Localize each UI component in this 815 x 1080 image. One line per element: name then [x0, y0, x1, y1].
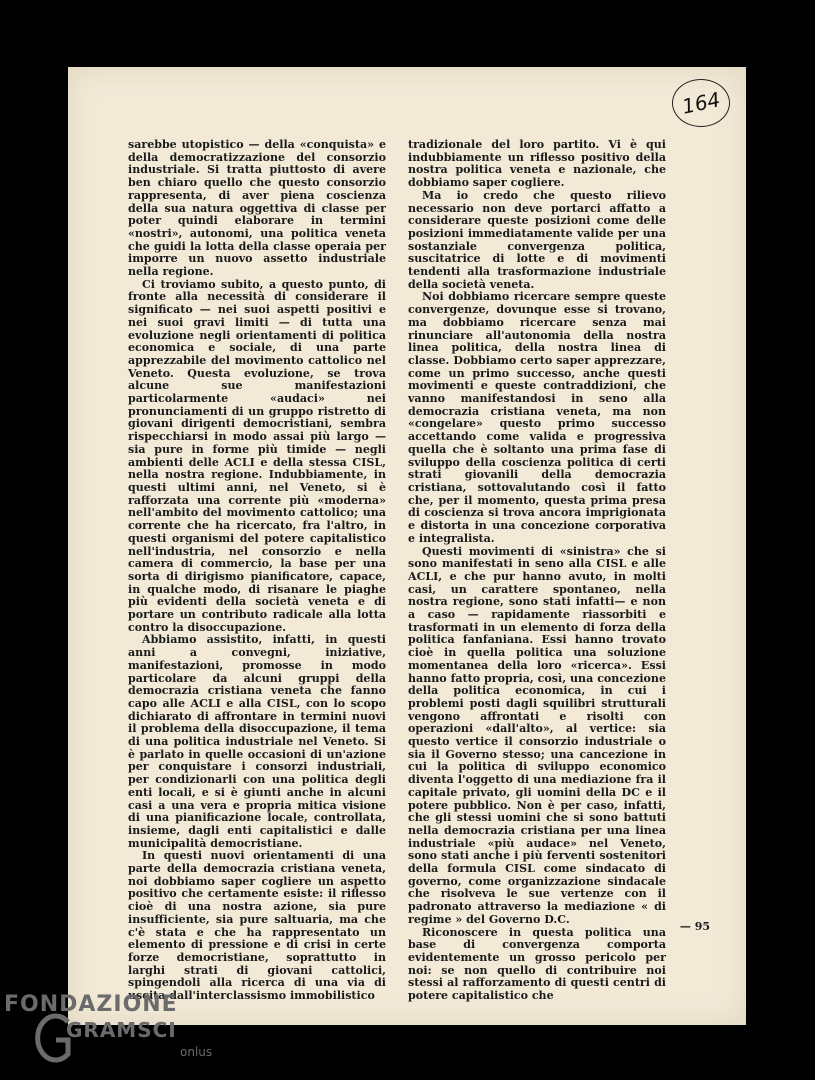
printed-page-number: — 95 — [679, 920, 710, 933]
logo-line-1: FONDAZIONE — [4, 992, 178, 1017]
paragraph: Ci troviamo subito, a questo punto, di fronte alla necessità di considerare il significato — nei suoi aspetti positivi e nei suoi gravi limiti — di tutta una evoluzione negli orientamenti di politica economica e sociale, di una parte apprezzabile del movimento cattolico nel Veneto. Questa evoluzione, se trova alcune sue manifestazioni particolarmente «audaci» nei pronunciamenti di un gruppo ristretto di giovani dirigenti democristiani, sembra rispecchiarsi in modo assai più largo — sia pure in forme più timide — negli ambienti delle ACLI e della stessa CISL, nella nostra regione. Indubbiamente, in questi ultimi anni, nel Veneto, si è rafforzata una corrente più «moderna» nell'ambito del movimento cattolico; una corrente che ha ricercato, fra l'altro, in questi organismi del potere capitalistico nell'industria, nel consorzio e nella camera di commercio, la base per una sorta di dirigismo pianificatore, capace, in qualche modo, di risanare le piaghe più evidenti della società veneta e di portare un contributo radicale alla lotta contro la disoccupazione. — [128, 277, 386, 634]
logo-line-2: GRAMSCI — [66, 1018, 177, 1042]
handwritten-page-number: 164 — [672, 79, 730, 127]
right-text-column — [408, 139, 666, 1003]
fondazione-gramsci-logo — [4, 992, 224, 1072]
logo-line-3: onlus — [180, 1045, 213, 1059]
paragraph: In questi nuovi orientamenti di una parte della democrazia cristiana veneta, noi dobbiamo saper cogliere un aspetto positivo che certamente esiste: il riflesso cioè di una nostra azione, sia pure insufficiente, sia pure saltuaria, ma che c'è stata e che ha rappresentato un elemento di pressione e di crisi in certe forze democristiane, soprattutto in larghi strati di giovani cattolici, spingendoli alla ricerca di una via di uscita dall'interclassismo immobilistico — [128, 849, 386, 1003]
document-page — [68, 67, 746, 1025]
paragraph: Noi dobbiamo ricercare sempre queste convergenze, dovunque esse si trovano, ma dobbiamo ricercare senza mai rinunciare all'autonomia della nostra linea politica, della nostra linea di classe. Dobbiamo certo saper apprezzare, come un primo successo, anche questi movimenti e queste contraddizioni, che vanno manifestandosi in seno alla democrazia cristiana veneta, ma non «congelare» questo primo successo accettando come valida e progressiva quella che è soltanto una prima fase di sviluppo della coscienza politica di certi strati giovanili della democrazia cristiana, sottovalutando così il fatto che, per il momento, questa prima presa di coscienza si trova ancora imprigionata e distorta in una concezione corporativa e integralista. — [408, 290, 666, 545]
paragraph: Questi movimenti di «sinistra» che si sono manifestati in seno alla CISL e alle ACLI, e che pur hanno avuto, in molti casi, un carattere spontaneo, nella nostra regione, sono stati infatti— e non a caso — rapidamente riassorbiti e trasformati in un elemento di forza della politica fanfaniana. Essi hanno trovato cioè in quella politica una soluzione momentanea della loro «ricerca». Essi hanno fatto propria, così, una concezione della politica economica, in cui i problemi posti dagli squilibri strutturali vengono affrontati e risolti con operazioni «dall'alto», al vertice: sia questo vertice il consorzio industriale o sia il Governo stesso; una cancezione in cui la politica di sviluppo economico diventa l'oggetto di una mediazione fra il capitale privato, gli uomini della DC e il potere pubblico. Non è per caso, infatti, che gli stessi uomini che si sono battuti nella democrazia cristiana per una linea industriale «più audace» nel Veneto, sono stati anche i più ferventi sostenitori della formula CISL come sindacato di governo, come organizzazione sindacale che risolveva le sue vertenze con il padronato attraverso la mediazione « di regime » del Governo D.C. — [408, 544, 666, 926]
paragraph: Abbiamo assistito, infatti, in questi anni a convegni, iniziative, manifestazioni, promosse in modo particolare da alcuni gruppi della democrazia cristiana veneta che fanno capo alle ACLI e alla CISL, con lo scopo dichiarato di affrontare in termini nuovi il problema della disoccupazione, il tema di una politica industriale nel Veneto. Si è parlato in quelle occasioni di un'azione per conquistare i consorzi industriali, per condizionarli con una politica degli enti locali, e si è giunti anche in alcuni casi a una vera e propria mitica visione di una pianificazione locale, controllata, insieme, dagli enti capitalistici e dalle municipalità democristiane. — [128, 633, 386, 850]
paragraph: tradizionale del loro partito. Vi è qui indubbiamente un riflesso positivo della nostra politica veneta e nazionale, che dobbiamo saper cogliere. — [408, 138, 666, 190]
left-text-column — [128, 139, 386, 1003]
paragraph: Riconoscere in questa politica una base di convergenza comporta evidentemente un grosso pericolo per noi: se non quello di contribuire noi stessi al rafforzamento di questi centri di potere capitalistico che — [408, 925, 666, 1003]
paragraph: sarebbe utopistico — della «conquista» e della democratizzazione del consorzio industriale. Si tratta piuttosto di avere ben chiaro quello che questo consorzio rappresenta, di aver piena coscienza della sua natura oggettiva di classe per poter quindi elaborare in termini «nostri», autonomi, una politica veneta che guidi la lotta della classe operaia per imporre un nuovo assetto industriale nella regione. — [128, 138, 386, 279]
paragraph: Ma io credo che questo rilievo necessario non deve portarci affatto a considerare queste posizioni come delle posizioni immediatamente valide per una sostanziale convergenza politica, suscitatrice di lotte e di movimenti tendenti alla trasformazione industriale della società veneta. — [408, 188, 666, 291]
